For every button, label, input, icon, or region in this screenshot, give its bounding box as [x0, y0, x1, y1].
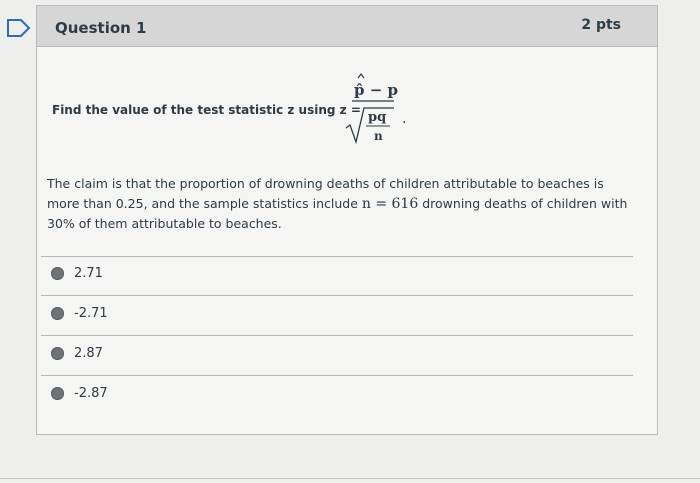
- question-claim: [47, 174, 637, 234]
- claim-sample-size: n = 616: [361, 196, 419, 212]
- formula-numerator: p̂ − p: [354, 81, 398, 99]
- answer-label: 2.87: [74, 345, 103, 361]
- claim-part1: The claim is that the proportion of drowning deaths of children attributable to beaches is more than 0.25, and the sample statistics include: [47, 176, 604, 211]
- answer-option-4[interactable]: [51, 382, 108, 404]
- question-title: Question 1: [55, 19, 147, 37]
- flag-question-icon[interactable]: [6, 18, 32, 38]
- radio-button[interactable]: [51, 347, 64, 360]
- question-card: [36, 5, 658, 435]
- divider: [41, 335, 633, 336]
- answer-label: -2.71: [74, 305, 108, 321]
- page-divider: [0, 478, 700, 479]
- formula-denominator-top: pq: [368, 110, 387, 125]
- question-header: [37, 6, 657, 47]
- question-points: 2 pts: [581, 17, 621, 33]
- radio-button[interactable]: [51, 387, 64, 400]
- answer-option-1[interactable]: [51, 262, 103, 284]
- radio-button[interactable]: [51, 267, 64, 280]
- answer-option-2[interactable]: [51, 302, 108, 324]
- question-prompt: Find the value of the test statistic z using z =: [52, 103, 361, 117]
- claim-part2: drowning deaths of children with 30% of them attributable to beaches.: [47, 196, 628, 231]
- divider: [41, 256, 633, 257]
- formula-trailing: .: [402, 111, 407, 127]
- formula-denominator-bottom: n: [374, 129, 383, 143]
- answer-label: 2.71: [74, 265, 103, 281]
- divider: [41, 295, 633, 296]
- answer-option-3[interactable]: [51, 342, 103, 364]
- radio-button[interactable]: [51, 307, 64, 320]
- answer-label: -2.87: [74, 385, 108, 401]
- divider: [41, 375, 633, 376]
- test-statistic-formula: [342, 68, 422, 148]
